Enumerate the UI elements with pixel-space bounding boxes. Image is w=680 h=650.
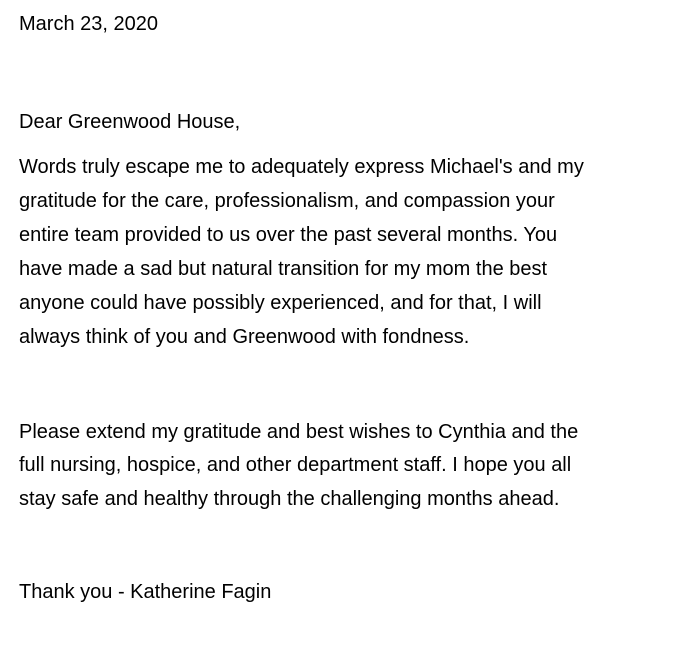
paragraph-line: have made a sad but natural transition for my mom the best bbox=[19, 258, 548, 280]
paragraph-line: gratitude for the care, professionalism, and compassion your bbox=[19, 190, 555, 212]
paragraph-line: full nursing, hospice, and other department staff. I hope you all bbox=[19, 454, 572, 476]
paragraph-line: anyone could have possibly experienced, and for that, I will bbox=[19, 292, 542, 314]
paragraph-line: Words truly escape me to adequately express Michael's and my bbox=[19, 156, 584, 178]
paragraph-line: stay safe and healthy through the challenging months ahead. bbox=[19, 488, 560, 510]
paragraph-line: Please extend my gratitude and best wishes to Cynthia and the bbox=[19, 421, 579, 443]
paragraph-line: entire team provided to us over the past several months. You bbox=[19, 224, 558, 246]
paragraph-line: always think of you and Greenwood with fondness. bbox=[19, 326, 470, 348]
letter-date: March 23, 2020 bbox=[19, 13, 158, 35]
salutation: Dear Greenwood House, bbox=[19, 111, 241, 133]
closing-signature: Thank you - Katherine Fagin bbox=[19, 581, 272, 603]
